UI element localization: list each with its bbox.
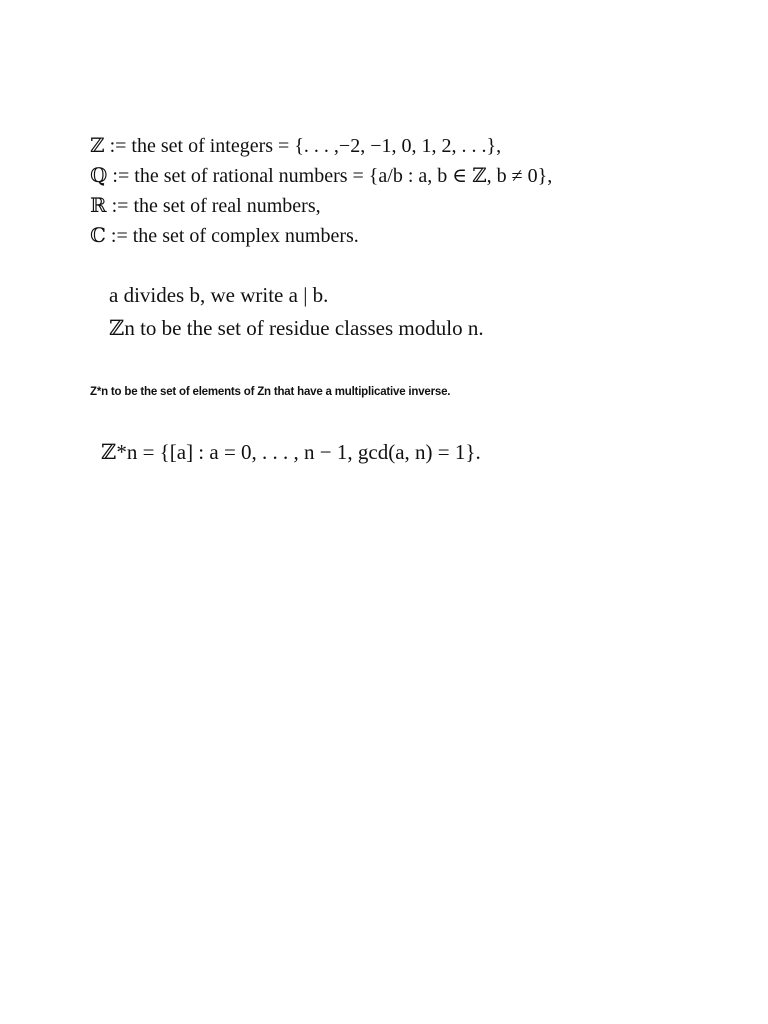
multiplicative-group-set: ℤ*n = {[a] : a = 0, . . . , n − 1, gcd(a, n) = 1}. — [101, 440, 481, 464]
multiplicative-group-definition: Z*n to be the set of elements of Zn that have a multiplicative inverse. — [90, 386, 451, 398]
rationals-definition: ℚ := the set of rational numbers = {a/b : a, b ∈ ℤ, b ≠ 0}, — [90, 165, 553, 187]
integers-definition: ℤ := the set of integers = {. . . ,−2, −1, 0, 1, 2, . . .}, — [90, 135, 502, 157]
complex-definition: ℂ := the set of complex numbers. — [90, 225, 359, 247]
divides-notation: a divides b, we write a | b. — [109, 283, 329, 307]
reals-definition: ℝ := the set of real numbers, — [90, 195, 321, 217]
residue-classes-definition: ℤn to be the set of residue classes modulo n. — [109, 316, 484, 340]
